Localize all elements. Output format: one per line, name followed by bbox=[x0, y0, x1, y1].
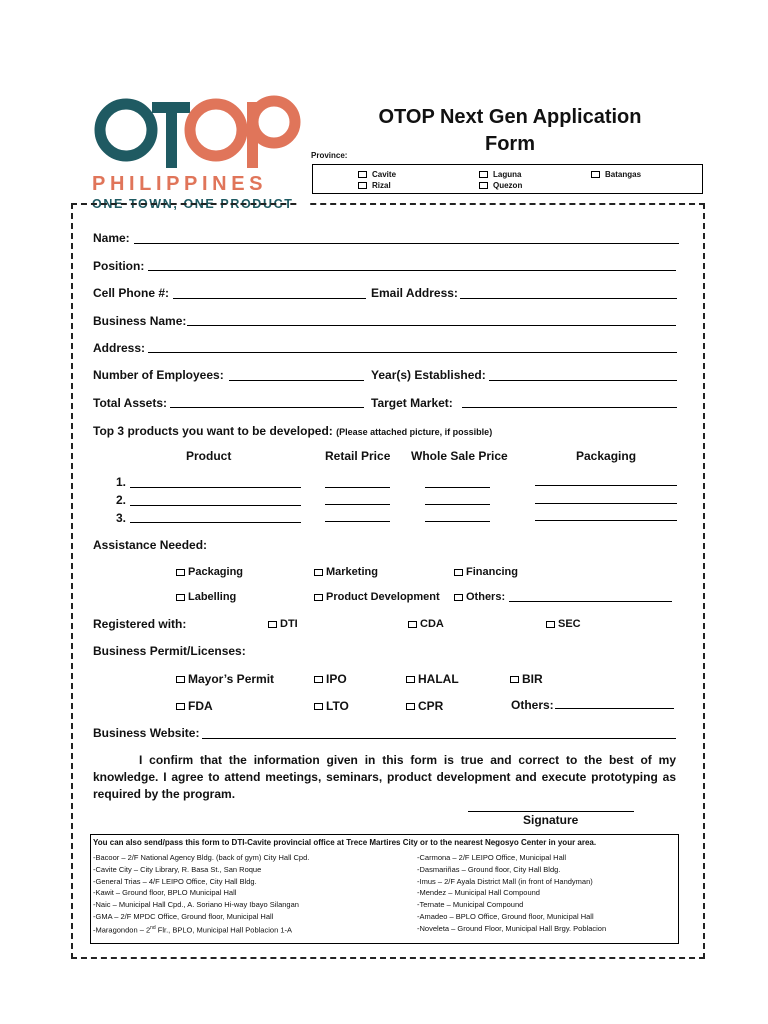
assist-labelling[interactable]: Labelling bbox=[176, 591, 236, 603]
info-right-list bbox=[417, 852, 606, 935]
logo-p-bowl bbox=[253, 101, 295, 143]
col-retail-price: Retail Price bbox=[325, 449, 391, 463]
business-name-label: Business Name: bbox=[93, 314, 187, 328]
product-row-3-wholesale[interactable] bbox=[425, 521, 490, 522]
checkbox-icon[interactable] bbox=[176, 569, 185, 576]
product-row-2-product[interactable] bbox=[130, 505, 301, 506]
logo-country: PHILIPPINES bbox=[92, 173, 268, 195]
checkbox-icon[interactable] bbox=[408, 621, 417, 628]
assist-financing[interactable]: Financing bbox=[454, 566, 518, 578]
permit-cpr[interactable]: CPR bbox=[406, 699, 443, 713]
registered-label: Registered with: bbox=[93, 617, 187, 631]
frame-gap bbox=[300, 198, 310, 208]
checkbox-icon[interactable] bbox=[358, 171, 367, 178]
checkbox-icon[interactable] bbox=[591, 171, 600, 178]
address-label: Address: bbox=[93, 341, 146, 355]
permit-ipo[interactable]: IPO bbox=[314, 672, 347, 686]
col-packaging: Packaging bbox=[576, 449, 637, 463]
permit-mayors[interactable]: Mayor’s Permit bbox=[176, 672, 274, 686]
checkbox-icon[interactable] bbox=[479, 171, 488, 178]
list-item: -Cavite City – City Library, R. Basa St., San Roque bbox=[93, 864, 262, 874]
assist-others-line[interactable] bbox=[509, 601, 672, 602]
products-heading: Top 3 products you want to be developed: (Please attached picture, if possible) bbox=[93, 424, 493, 438]
position-label: Position: bbox=[93, 259, 145, 273]
product-row-1-product[interactable] bbox=[130, 487, 301, 488]
checkbox-icon[interactable] bbox=[314, 594, 323, 601]
product-row-2-num: 2. bbox=[116, 493, 127, 507]
list-item: -GMA – 2/F MPDC Office, Ground floor, Municipal Hall bbox=[93, 911, 274, 921]
website-label: Business Website: bbox=[93, 726, 200, 740]
product-row-2-packaging[interactable] bbox=[535, 503, 677, 504]
list-item: -Ternate – Municipal Compound bbox=[417, 900, 524, 910]
checkbox-icon[interactable] bbox=[546, 621, 555, 628]
checkbox-icon[interactable] bbox=[314, 569, 323, 576]
website-line[interactable] bbox=[202, 738, 676, 739]
form-title bbox=[345, 104, 675, 158]
product-row-1-num: 1. bbox=[116, 475, 127, 489]
assist-product-development[interactable]: Product Development bbox=[314, 591, 440, 603]
product-row-3-packaging[interactable] bbox=[535, 520, 677, 521]
assist-others[interactable]: Others: bbox=[454, 591, 505, 603]
employees-label: Number of Employees: bbox=[93, 368, 224, 382]
col-wholesale-price: Whole Sale Price bbox=[411, 449, 508, 463]
cell-line[interactable] bbox=[173, 298, 366, 299]
checkbox-icon[interactable] bbox=[454, 569, 463, 576]
products-note: (Please attached picture, if possible) bbox=[336, 427, 493, 437]
email-label: Email Address: bbox=[371, 286, 458, 300]
registered-cda[interactable]: CDA bbox=[408, 618, 444, 630]
permit-others-label: Others: bbox=[511, 698, 554, 712]
info-left-list bbox=[93, 852, 309, 936]
product-row-1-packaging[interactable] bbox=[535, 485, 677, 486]
logo-p-stem bbox=[247, 102, 258, 168]
form-title-line1: OTOP Next Gen Application bbox=[378, 106, 642, 128]
checkbox-icon[interactable] bbox=[479, 182, 488, 189]
assets-line[interactable] bbox=[170, 407, 364, 408]
logo-o-1 bbox=[100, 104, 152, 156]
province-laguna[interactable]: Laguna bbox=[479, 170, 521, 179]
email-line[interactable] bbox=[460, 298, 677, 299]
list-item: -Imus – 2/F Ayala District Mall (in front of Handyman) bbox=[417, 876, 593, 886]
name-line[interactable] bbox=[134, 243, 679, 244]
registered-sec[interactable]: SEC bbox=[546, 618, 581, 630]
product-row-3-num: 3. bbox=[116, 511, 127, 525]
otop-logo bbox=[92, 92, 304, 170]
permit-lto[interactable]: LTO bbox=[314, 699, 349, 713]
product-row-1-retail[interactable] bbox=[325, 487, 390, 488]
permits-label: Business Permit/Licenses: bbox=[93, 644, 246, 658]
confirmation-text: I confirm that the information given in this form is true and correct to the best of my knowledge. I agree to attend meetings, seminars, product development and execute prototyping as required by the program. bbox=[93, 753, 676, 801]
province-batangas[interactable]: Batangas bbox=[591, 170, 641, 179]
checkbox-icon[interactable] bbox=[268, 621, 277, 628]
permit-fda[interactable]: FDA bbox=[176, 699, 213, 713]
checkbox-icon[interactable] bbox=[176, 594, 185, 601]
list-item: -Carmona – 2/F LEIPO Office, Municipal Hall bbox=[417, 853, 567, 862]
list-item: -General Trias – 4/F LEIPO Office, City Hall Bldg. bbox=[93, 876, 257, 886]
registered-dti[interactable]: DTI bbox=[268, 618, 298, 630]
permit-bir[interactable]: BIR bbox=[510, 672, 543, 686]
market-label: Target Market: bbox=[371, 396, 453, 410]
list-item: -Mendez – Municipal Hall Compound bbox=[417, 888, 540, 898]
checkbox-icon[interactable] bbox=[358, 182, 367, 189]
form-title-line2: Form bbox=[485, 133, 535, 155]
col-product: Product bbox=[186, 449, 232, 463]
checkbox-icon[interactable] bbox=[176, 676, 185, 683]
checkbox-icon[interactable] bbox=[406, 703, 415, 710]
position-line[interactable] bbox=[148, 270, 676, 271]
cell-label: Cell Phone #: bbox=[93, 286, 170, 300]
checkbox-icon[interactable] bbox=[314, 676, 323, 683]
province-rizal[interactable]: Rizal bbox=[358, 181, 391, 190]
assets-label: Total Assets: bbox=[93, 396, 168, 410]
product-row-3-product[interactable] bbox=[130, 522, 301, 523]
assistance-label: Assistance Needed: bbox=[93, 538, 208, 552]
business-name-line[interactable] bbox=[187, 325, 676, 326]
list-item: -Kawit – Ground floor, BPLO Municipal Hall bbox=[93, 888, 237, 898]
list-item: -Dasmariñas – Ground floor, City Hall Bldg. bbox=[417, 864, 561, 874]
permit-others-line[interactable] bbox=[555, 708, 674, 709]
signature-line[interactable] bbox=[468, 811, 634, 812]
years-label: Year(s) Established: bbox=[371, 368, 486, 382]
assist-packaging[interactable]: Packaging bbox=[176, 566, 243, 578]
list-item: -Noveleta – Ground Floor, Municipal Hall Brgy. Poblacion bbox=[417, 923, 607, 933]
checkbox-icon[interactable] bbox=[176, 703, 185, 710]
name-label: Name: bbox=[93, 231, 130, 245]
checkbox-icon[interactable] bbox=[454, 594, 463, 601]
assist-marketing[interactable]: Marketing bbox=[314, 566, 378, 578]
logo-letters-text: OTOP bbox=[92, 92, 95, 93]
employees-line[interactable] bbox=[229, 380, 364, 381]
permit-halal[interactable]: HALAL bbox=[406, 672, 459, 686]
checkbox-icon[interactable] bbox=[510, 676, 519, 683]
list-item: -Maragondon – 2nd Flr., BPLO, Municipal Hall Poblacion 1-A bbox=[93, 924, 292, 935]
product-row-1-wholesale[interactable] bbox=[425, 487, 490, 488]
signature-label: Signature bbox=[523, 813, 579, 827]
logo-o-2 bbox=[190, 104, 242, 156]
list-item: -Bacoor – 2/F National Agency Bldg. (back of gym) City Hall Cpd. bbox=[93, 853, 310, 862]
list-item: -Naic – Municipal Hall Cpd., A. Soriano Hi-way Ibayo Silangan bbox=[93, 900, 299, 910]
product-row-2-wholesale[interactable] bbox=[425, 504, 490, 505]
province-cavite[interactable]: Cavite bbox=[358, 170, 396, 179]
logo-tagline: ONE TOWN, ONE PRODUCT bbox=[92, 197, 294, 211]
province-label: Province: bbox=[311, 151, 348, 160]
province-quezon[interactable]: Quezon bbox=[479, 181, 522, 190]
product-row-3-retail[interactable] bbox=[325, 521, 390, 522]
checkbox-icon[interactable] bbox=[314, 703, 323, 710]
checkbox-icon[interactable] bbox=[406, 676, 415, 683]
market-line[interactable] bbox=[462, 407, 677, 408]
logo-t-stem bbox=[166, 102, 177, 168]
product-row-2-retail[interactable] bbox=[325, 504, 390, 505]
info-heading: You can also send/pass this form to DTI-Cavite provincial office at Trece Martires City or to the nearest Negosyo Center in your area. bbox=[93, 838, 597, 847]
address-line[interactable] bbox=[148, 352, 677, 353]
years-line[interactable] bbox=[489, 380, 677, 381]
list-item: -Amadeo – BPLO Office, Ground floor, Municipal Hall bbox=[417, 911, 594, 921]
